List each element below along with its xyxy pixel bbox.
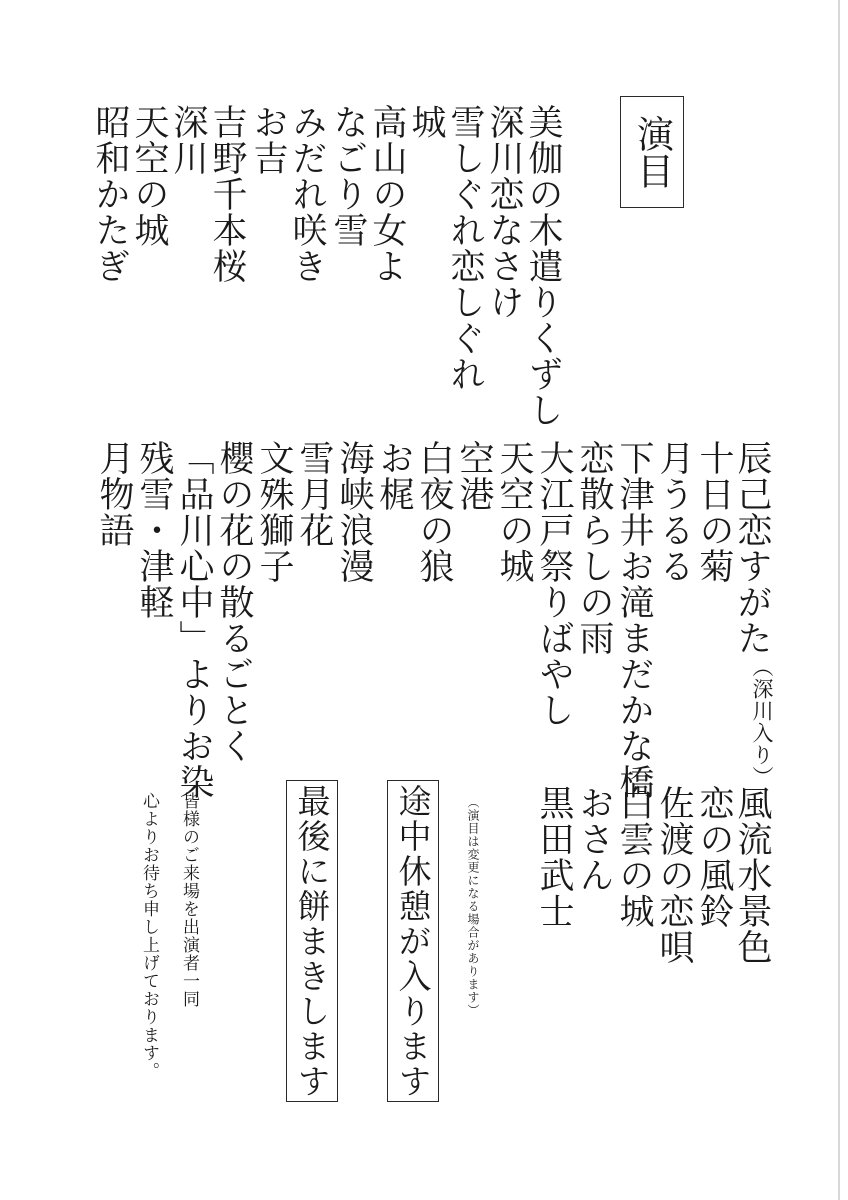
program-bottom-12: 文殊獅子 (254, 440, 294, 584)
program-bottom-8: 白夜の狼 (414, 440, 454, 584)
program-top-6: なごり雪 (328, 104, 368, 248)
program-lower-1: 風流水景色 (732, 785, 772, 965)
program-bottom-6: 天空の城 (494, 440, 534, 584)
intermission-box (387, 780, 439, 1102)
program-top-8: お吉 (248, 104, 288, 176)
mochimaki-box (286, 780, 338, 1102)
program-bottom-9: お梶 (374, 440, 414, 512)
program-bottom-5: 大江戸祭りばやし (534, 440, 574, 728)
program-bottom-10: 海峡浪漫 (334, 440, 374, 584)
program-top-1: 美伽の木遣りくずし (523, 104, 563, 428)
title-box (620, 96, 684, 208)
program-bottom-15: 残雪・津軽 (134, 440, 174, 620)
program-lower-5: おさん (574, 785, 614, 893)
program-bottom-1: 十日の菊 (694, 440, 734, 584)
program-top-11: 天空の城 (129, 104, 169, 248)
page-edge (838, 0, 840, 1200)
mochimaki-text: 最後に餅まきします (292, 783, 332, 1099)
program-bottom-14: 「品川心中」よりお染 (174, 440, 214, 800)
program-bottom-first-sub: （深川入り） (750, 656, 774, 788)
program-bottom-first (734, 440, 772, 788)
program-lower-2: 恋の風鈴 (694, 785, 734, 929)
program-top-9: 吉野千本桜 (207, 104, 247, 284)
program-top-7: みだれ咲き (287, 104, 327, 284)
program-top-4: 城 (406, 104, 446, 140)
program-bottom-11: 雪月花 (294, 440, 334, 548)
program-bottom-7: 空港 (454, 440, 494, 512)
program-top-2: 深川恋なさけ (484, 104, 524, 320)
program-top-12: 昭和かたぎ (90, 104, 130, 284)
program-bottom-4: 恋散らしの雨 (574, 440, 614, 656)
program-bottom-16: 月物語 (94, 440, 134, 548)
program-top-3: 雪しぐれ恋しぐれ (445, 104, 485, 392)
program-top-10: 深川 (168, 104, 208, 176)
closing-line-1: 皆様のご来場を出演者一同 (179, 792, 199, 1008)
program-bottom-13: 櫻の花の散るごとく (214, 440, 254, 764)
page-title: 演目 (630, 115, 674, 189)
program-bottom-2: 月うるる (654, 440, 694, 584)
intermission-text: 途中休憩が入ります (393, 783, 433, 1099)
program-bottom-3: 下津井お滝まだかな橋 (614, 440, 654, 800)
closing-line-2: 心よりお待ち申し上げております。 (139, 792, 159, 1080)
program-lower-3: 佐渡の恋唄 (654, 785, 694, 965)
program-top-5: 高山の女よ (367, 104, 407, 284)
program-bottom-first-main: 辰己恋すがた (732, 440, 772, 656)
program-change-note: （演目は変更になる場合があります） (466, 796, 480, 1017)
program-lower-4: 白雲の城 (614, 785, 654, 929)
program-lower-6: 黒田武士 (534, 785, 574, 929)
